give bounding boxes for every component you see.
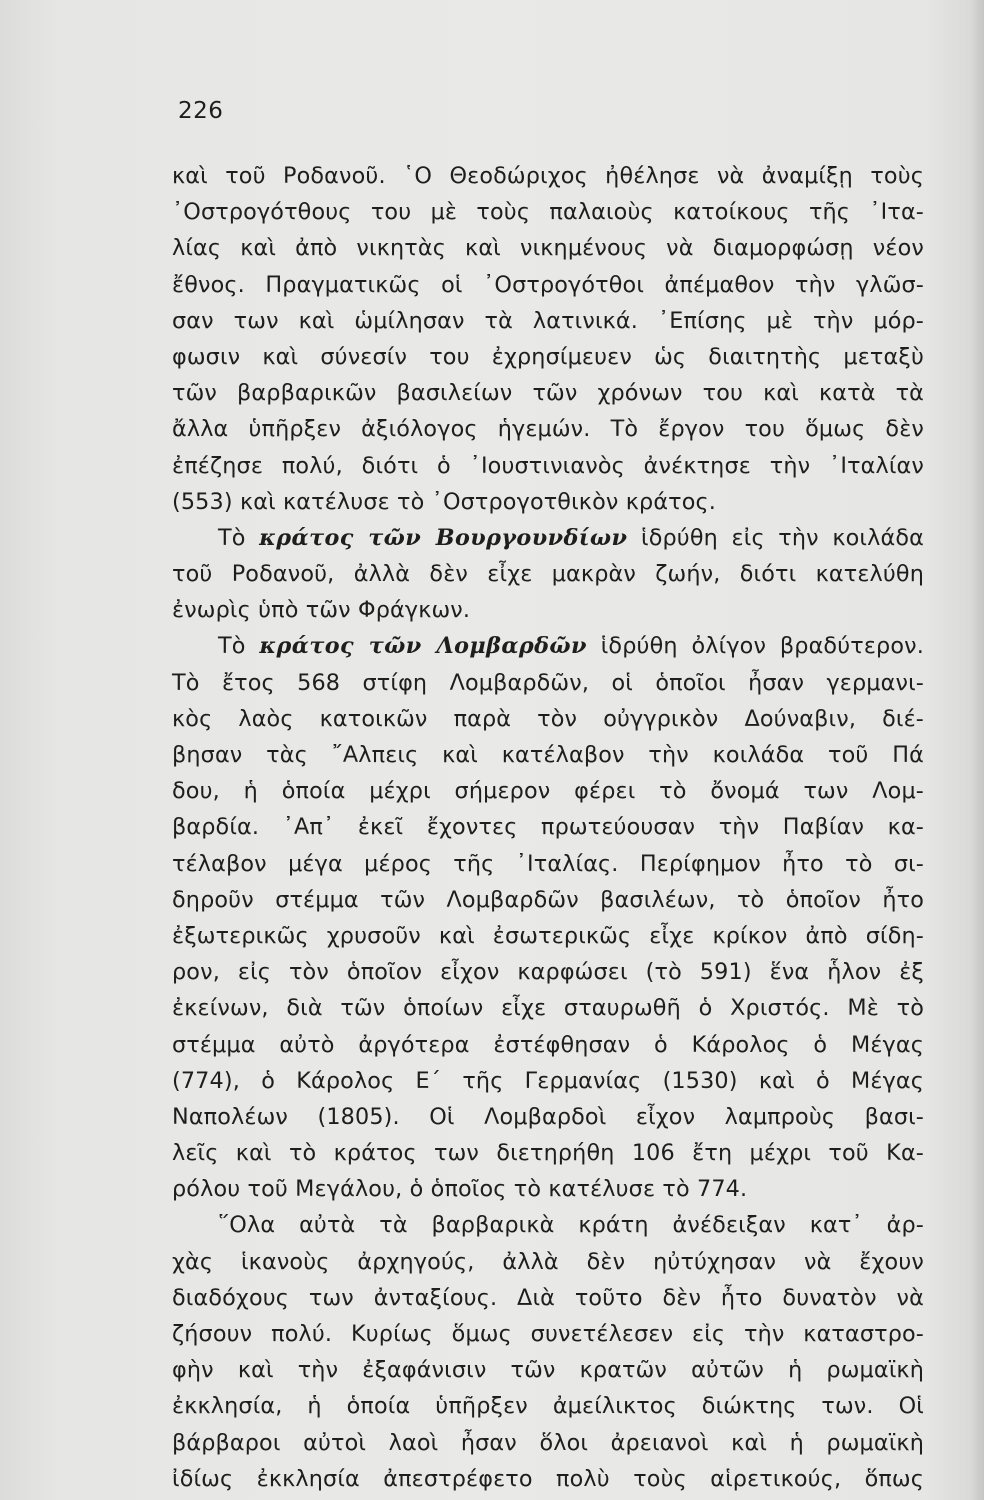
text-segment: στέμμα αὐτὸ ἀργότερα ἐστέφθησαν ὁ Κάρολος ὁ Μέγας: [172, 1031, 924, 1058]
text-line: [172, 1388, 924, 1424]
text-segment: (774), ὁ Κάρολος Ε´ τῆς Γερμανίας (1530) καὶ ὁ Μέγας: [172, 1067, 924, 1094]
text-line: [172, 556, 924, 592]
text-segment: δηροῦν στέμμα τῶν Λομβαρδῶν βασιλέων, τὸ ὁποῖον ἦτο: [172, 886, 924, 913]
text-line: [172, 375, 924, 411]
text-line: [172, 339, 924, 375]
text-segment: ρον, εἰς τὸν ὁποῖον εἶχον καρφώσει (τὸ 591) ἕνα ἧλον ἐξ: [172, 959, 924, 986]
text-line: [172, 1280, 924, 1316]
text-line: [172, 1352, 924, 1388]
text-line: [172, 1099, 924, 1135]
text-line: [172, 230, 924, 266]
text-line: [172, 158, 924, 194]
text-segment: Τὸ: [218, 633, 260, 660]
text-segment: τῶν βαρβαρικῶν βασιλείων τῶν χρόνων του καὶ κατὰ τὰ: [172, 380, 924, 407]
text-line: [172, 194, 924, 230]
text-line: [172, 1135, 924, 1171]
text-segment: ἐνωρὶς ὑπὸ τῶν Φράγκων.: [172, 597, 471, 624]
page-edge-shadow: [970, 0, 984, 1500]
text-segment: σαν των καὶ ὡμίλησαν τὰ λατινικά. ᾿Επίσης μὲ τὴν μόρ-: [172, 307, 924, 334]
text-segment: βησαν τὰς ῎Αλπεις καὶ κατέλαβον τὴν κοιλάδα τοῦ Πά: [172, 742, 924, 768]
page-number: 226: [178, 98, 224, 124]
text-segment: ᾿Οστρογότθους του μὲ τοὺς παλαιοὺς κατοίκους τῆς ᾿Ιτα-: [172, 199, 924, 226]
text-line: [172, 1207, 924, 1243]
text-segment: ἱδρύθη ὀλίγον βραδύτερον.: [586, 633, 924, 660]
text-line: [172, 918, 924, 954]
text-segment: ἄλλα ὑπῆρξεν ἀξιόλογος ἡγεμών. Τὸ ἔργον του ὅμως δὲν: [172, 416, 924, 443]
text-segment: βαρδία. ᾿Απ᾿ ἐκεῖ ἔχοντες πρωτεύουσαν τὴν Παβίαν κα-: [172, 814, 924, 841]
text-line: [172, 990, 924, 1026]
text-line: [172, 665, 924, 701]
text-line: [172, 520, 924, 556]
text-segment: ρόλου τοῦ Μεγάλου, ὁ ὁποῖος τὸ κατέλυσε τὸ 774.: [172, 1176, 748, 1203]
text-segment: διαδόχους των ἀνταξίους. Διὰ τοῦτο δὲν ἦτο δυνατὸν νὰ: [172, 1284, 924, 1311]
text-segment: ἐκκλησία, ἡ ὁποία ὑπῆρξεν ἀμείλικτος διώκτης των. Οἱ: [172, 1393, 924, 1420]
text-line: [172, 1316, 924, 1352]
text-segment: ῞Ολα αὐτὰ τὰ βαρβαρικὰ κράτη ἀνέδειξαν κατ᾿ ἀρ-: [218, 1212, 924, 1239]
text-line: [172, 484, 924, 520]
text-segment: (553) καὶ κατέλυσε τὸ ᾿Οστρογοτθικὸν κράτος.: [172, 488, 717, 515]
text-line: [172, 592, 924, 628]
text-line: [172, 303, 924, 339]
text-segment: ἱδρύθη εἰς τὴν κοιλάδα: [627, 524, 924, 551]
bold-heading-phrase: κράτος τῶν Βουργουνδίων: [259, 524, 628, 551]
text-line: [172, 267, 924, 303]
text-line: [172, 1461, 924, 1497]
text-line: [172, 1027, 924, 1063]
text-line: [172, 882, 924, 918]
text-segment: τέλαβον μέγα μέρος τῆς ᾿Ιταλίας. Περίφημον ἦτο τὸ σι-: [172, 850, 924, 877]
text-line: [172, 701, 924, 737]
text-line: [172, 737, 924, 773]
bold-heading-phrase: κράτος τῶν Λομβαρδῶν: [259, 633, 587, 660]
text-segment: ἐπέζησε πολύ, διότι ὁ ᾿Ιουστινιανὸς ἀνέκτησε τὴν ᾿Ιταλίαν: [172, 452, 924, 479]
text-segment: δου, ἡ ὁποία μέχρι σήμερον φέρει τὸ ὄνομά των Λομ-: [172, 778, 924, 805]
text-segment: βάρβαροι αὐτοὶ λαοὶ ἦσαν ὅλοι ἀρειανοὶ καὶ ἡ ρωμαϊκὴ: [172, 1429, 924, 1456]
text-segment: κὸς λαὸς κατοικῶν παρὰ τὸν οὐγγρικὸν Δούναβιν, διέ-: [172, 705, 924, 732]
text-line: [172, 628, 924, 664]
text-segment: φωσιν καὶ σύνεσίν του ἐχρησίμευεν ὡς διαιτητὴς μεταξὺ: [172, 343, 924, 370]
text-segment: ἰδίως ἐκκλησία ἀπεστρέφετο πολὺ τοὺς αἱρετικούς, ὅπως: [172, 1465, 924, 1492]
text-line: [172, 1171, 924, 1207]
text-segment: ζήσουν πολύ. Κυρίως ὅμως συνετέλεσεν εἰς τὴν καταστρο-: [172, 1321, 924, 1347]
text-segment: Ναπολέων (1805). Οἱ Λομβαρδοὶ εἶχον λαμπροὺς βασι-: [172, 1103, 924, 1130]
text-segment: Τὸ: [218, 524, 260, 551]
text-line: [172, 448, 924, 484]
text-line: [172, 954, 924, 990]
text-line: [172, 846, 924, 882]
body-text: [172, 158, 924, 1497]
text-segment: λεῖς καὶ τὸ κράτος των διετηρήθη 106 ἔτη μέχρι τοῦ Κα-: [172, 1140, 924, 1167]
text-segment: τοῦ Ροδανοῦ, ἀλλὰ δὲν εἶχε μακρὰν ζωήν, διότι κατελύθη: [172, 561, 924, 588]
text-segment: καὶ τοῦ Ροδανοῦ. ῾Ο Θεοδώριχος ἠθέλησε νὰ ἀναμίξῃ τοὺς: [172, 163, 924, 189]
text-segment: χὰς ἱκανοὺς ἀρχηγούς, ἀλλὰ δὲν ηὐτύχησαν νὰ ἔχουν: [172, 1248, 924, 1275]
text-segment: φὴν καὶ τὴν ἐξαφάνισιν τῶν κρατῶν αὐτῶν ἡ ρωμαϊκὴ: [172, 1357, 924, 1384]
text-segment: ἔθνος. Πραγματικῶς οἱ ᾿Οστρογότθοι ἀπέμαθον τὴν γλῶσ-: [172, 271, 924, 298]
text-segment: λίας καὶ ἀπὸ νικητὰς καὶ νικημένους νὰ διαμορφώσῃ νέον: [172, 235, 924, 262]
text-segment: ἐξωτερικῶς χρυσοῦν καὶ ἐσωτερικῶς εἶχε κρίκον ἀπὸ σίδη-: [172, 922, 924, 949]
text-line: [172, 809, 924, 845]
text-segment: ἐκείνων, διὰ τῶν ὁποίων εἶχε σταυρωθῆ ὁ Χριστός. Μὲ τὸ: [172, 995, 924, 1022]
text-line: [172, 1425, 924, 1461]
text-line: [172, 1244, 924, 1280]
text-line: [172, 1063, 924, 1099]
text-line: [172, 773, 924, 809]
text-segment: Τὸ ἔτος 568 στίφη Λομβαρδῶν, οἱ ὁποῖοι ἦσαν γερμανι-: [172, 669, 924, 696]
text-line: [172, 411, 924, 447]
